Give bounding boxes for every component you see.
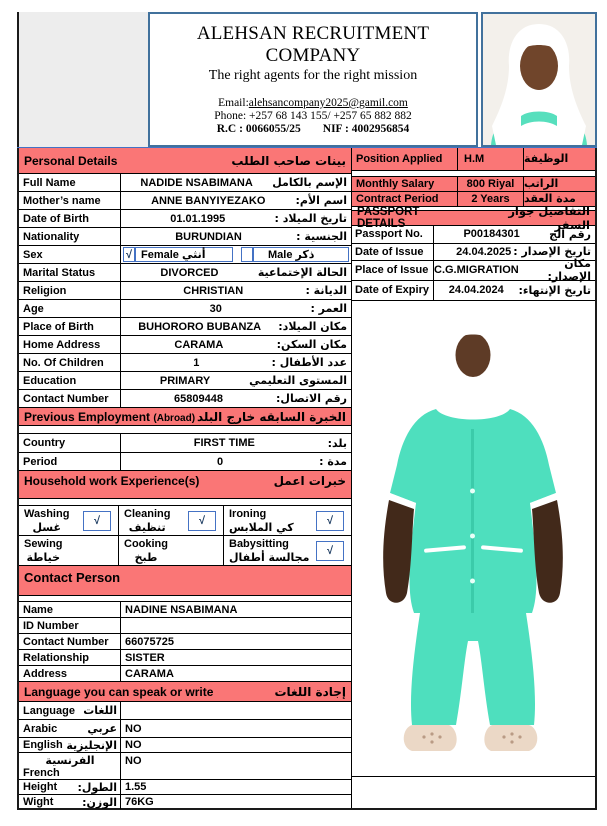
bottom-empty-box bbox=[352, 777, 595, 808]
table-row bbox=[19, 602, 351, 618]
field-value: 1 bbox=[193, 356, 200, 369]
section-title-ar: بينات صاحب الطلب bbox=[231, 153, 346, 168]
section-title-en: Contact Person bbox=[24, 570, 121, 585]
left-column bbox=[17, 148, 352, 808]
field-label-arabic: الراتب bbox=[524, 177, 559, 191]
field-label bbox=[19, 795, 121, 809]
male-label: Male bbox=[268, 248, 293, 261]
field-value: 01.01.1995 bbox=[170, 212, 226, 225]
household-skill-washing bbox=[19, 506, 119, 535]
field-label-arabic: تاريخ الإصدار : bbox=[513, 245, 591, 259]
field-label: Sex bbox=[19, 246, 121, 263]
field-value: NO bbox=[125, 739, 142, 751]
section-title-ar: إجادة اللغات bbox=[274, 684, 346, 699]
field-label: Position Applied bbox=[352, 148, 458, 170]
portrait-illustration bbox=[483, 14, 595, 145]
skill-label-arabic: كي الملابس bbox=[229, 520, 294, 534]
table-row bbox=[19, 354, 351, 372]
sex-options bbox=[121, 246, 351, 263]
table-row bbox=[19, 210, 351, 228]
skill-label: Babysitting bbox=[229, 537, 289, 550]
title-main: Previous Employment bbox=[24, 409, 151, 424]
nif-number: NIF : 4002956854 bbox=[322, 123, 410, 135]
field-label: Education bbox=[19, 372, 121, 389]
household-skills-row bbox=[19, 536, 351, 566]
field-label: Monthly Salary bbox=[352, 177, 458, 191]
field-label bbox=[19, 780, 121, 794]
section-title-en: Household work Experience(s) bbox=[24, 474, 200, 488]
title-suffix: (Abroad) bbox=[153, 412, 196, 424]
field-label: Place of Issue bbox=[352, 261, 434, 280]
field-label: Place of Birth bbox=[19, 318, 121, 335]
field-value: 65809448 bbox=[174, 392, 223, 405]
field-value: NO bbox=[125, 755, 142, 767]
skill-label-arabic: مجالسة أطفال bbox=[229, 550, 310, 564]
field-value: 66075725 bbox=[125, 635, 174, 648]
skill-label: Washing bbox=[24, 507, 70, 520]
skill-label: Cleaning bbox=[124, 507, 171, 520]
field-value: 0 bbox=[216, 455, 224, 468]
table-row bbox=[19, 650, 351, 666]
section-header-contact-person bbox=[19, 566, 351, 596]
female-checkbox[interactable]: √ bbox=[123, 247, 135, 262]
section-header-personal-details bbox=[19, 148, 351, 174]
field-label-arabic: الديانة : bbox=[305, 284, 347, 297]
field-label: Date of Issue bbox=[352, 244, 434, 260]
section-title-ar: الخبرة السابقه خارج البلد bbox=[196, 409, 346, 424]
company-tagline: The right agents for the right mission bbox=[208, 68, 418, 83]
field-label: Contract Period bbox=[352, 192, 458, 206]
female-label-arabic: أنثي bbox=[181, 248, 206, 261]
table-row bbox=[19, 318, 351, 336]
section-header-passport-details bbox=[352, 203, 595, 232]
field-value: CARAMA bbox=[125, 667, 174, 680]
table-row bbox=[352, 281, 595, 301]
table-row bbox=[19, 192, 351, 210]
table-row bbox=[19, 795, 351, 809]
section-title-en: Language you can speak or write bbox=[24, 684, 214, 699]
company-phone: Phone: +257 68 143 155/ +257 65 882 882 bbox=[214, 110, 412, 122]
table-row bbox=[19, 720, 351, 738]
table-row bbox=[19, 300, 351, 318]
female-label: Female bbox=[141, 248, 179, 261]
email-link[interactable]: alehsancompany2025@gamil.com bbox=[248, 97, 408, 109]
spacer-row bbox=[19, 426, 351, 434]
field-label-arabic: العمر : bbox=[310, 302, 347, 315]
field-value: CHRISTIAN bbox=[183, 284, 244, 297]
section-title-en: Personal Details bbox=[24, 153, 118, 168]
field-label-arabic: تاريخ الإنتهاء: bbox=[518, 283, 591, 297]
field-value: 30 bbox=[209, 302, 222, 315]
field-value: NO bbox=[125, 722, 142, 735]
field-label-arabic: مكان الميلاد: bbox=[278, 320, 347, 333]
field-label: Date of Expiry bbox=[352, 281, 434, 300]
field-label: Period bbox=[19, 453, 121, 470]
field-label: Mother’s name bbox=[19, 192, 121, 209]
table-row bbox=[19, 434, 351, 453]
field-label: Contact Number bbox=[19, 634, 121, 649]
field-value: SISTER bbox=[125, 651, 165, 664]
table-row bbox=[19, 634, 351, 650]
company-registration bbox=[150, 123, 476, 135]
rc-number: R.C : 0066055/25 bbox=[216, 123, 301, 135]
field-value: FIRST TIME bbox=[193, 437, 255, 449]
language-label-arabic: الفرنسية bbox=[45, 754, 95, 767]
skill-label: Sewing bbox=[24, 537, 63, 550]
checkbox[interactable]: √ bbox=[316, 511, 344, 531]
field-label: Age bbox=[19, 300, 121, 317]
spacer-row bbox=[19, 499, 351, 506]
male-option bbox=[253, 247, 349, 262]
field-label-arabic: الحالة الإختماعية bbox=[257, 266, 347, 279]
section-header-household-work bbox=[19, 471, 351, 499]
applicant-full-body-photo bbox=[352, 301, 595, 777]
language-label: English bbox=[23, 739, 63, 751]
section-title-en bbox=[24, 410, 195, 424]
field-label-arabic: اسم الأم: bbox=[295, 194, 347, 207]
field-label-arabic: مدة العقد bbox=[524, 192, 576, 206]
field-label: No. Of Children bbox=[19, 354, 121, 371]
skill-label: Ironing bbox=[229, 507, 267, 520]
field-label-arabic: عدد الأطفال : bbox=[271, 356, 347, 369]
field-value: PRIMARY bbox=[159, 374, 211, 387]
field-label-arabic: مكان الإصدار: bbox=[547, 257, 591, 284]
male-checkbox[interactable] bbox=[241, 247, 253, 262]
checkbox[interactable]: √ bbox=[188, 511, 216, 531]
field-label: Marital Status bbox=[19, 264, 121, 281]
field-label: Nationality bbox=[19, 228, 121, 245]
table-row bbox=[19, 738, 351, 753]
male-label-arabic: ذكر bbox=[295, 248, 315, 261]
field-label: Passport No. bbox=[352, 226, 434, 243]
field-label: Name bbox=[19, 602, 121, 617]
household-skill-ironing bbox=[224, 506, 351, 535]
field-label-arabic: مدة : bbox=[319, 455, 347, 468]
field-label: Address bbox=[19, 666, 121, 681]
table-row-sex bbox=[19, 246, 351, 264]
field-label-arabic: مكان السكن: bbox=[276, 338, 347, 351]
field-value: 800 Riyal bbox=[458, 177, 524, 191]
field-value: 24.04.2025 bbox=[456, 245, 512, 258]
field-value: BURUNDIAN bbox=[175, 230, 242, 243]
field-value: NADIDE NSABIMANA bbox=[140, 176, 253, 189]
field-label: Date of Birth bbox=[19, 210, 121, 227]
email-label: Email: bbox=[218, 97, 249, 109]
household-skill-cleaning bbox=[119, 506, 224, 535]
language-label: Language bbox=[23, 704, 75, 717]
skill-label: Cooking bbox=[124, 537, 168, 550]
field-label-arabic: رقم الج bbox=[549, 227, 591, 241]
field-value: ANNE BANYIYEZAKO bbox=[151, 194, 266, 207]
field-value: 1.55 bbox=[125, 781, 147, 793]
table-row bbox=[19, 780, 351, 795]
skill-label-arabic: تنظيف bbox=[128, 520, 166, 534]
field-label-arabic: المستوى التعليمي bbox=[249, 374, 347, 387]
skill-label-arabic: طبخ bbox=[134, 550, 158, 564]
field-label: Country bbox=[19, 434, 121, 452]
checkbox[interactable]: √ bbox=[83, 511, 111, 531]
height-label: Height bbox=[23, 781, 58, 793]
household-skill-sewing bbox=[19, 536, 119, 565]
field-label-arabic: تاريخ الميلاد : bbox=[274, 212, 347, 225]
field-label: Home Address bbox=[19, 336, 121, 353]
table-row bbox=[19, 753, 351, 780]
company-header bbox=[148, 12, 478, 147]
field-label bbox=[19, 720, 121, 737]
field-value: NADINE NSABIMANA bbox=[125, 603, 238, 616]
form-body bbox=[17, 147, 597, 810]
table-row bbox=[19, 666, 351, 682]
skill-label-arabic: خياطة bbox=[26, 550, 61, 564]
language-label-arabic: الإنجليزية bbox=[66, 738, 117, 752]
full-body-illustration bbox=[352, 301, 595, 777]
field-label-arabic: الإسم بالكامل bbox=[272, 176, 347, 189]
female-option bbox=[135, 247, 233, 262]
company-email-line bbox=[150, 97, 476, 109]
language-label: Arabic bbox=[23, 722, 58, 735]
field-label bbox=[19, 738, 121, 752]
field-value: C.G.MIGRATION bbox=[434, 264, 519, 277]
household-skill-babysitting bbox=[224, 536, 351, 565]
language-label: French bbox=[23, 767, 60, 779]
field-label bbox=[19, 753, 121, 779]
table-row bbox=[19, 264, 351, 282]
language-label-arabic: عربي bbox=[87, 722, 117, 735]
table-row bbox=[19, 372, 351, 390]
language-label-arabic: اللغات bbox=[83, 704, 117, 717]
field-label-arabic: الوظيفة bbox=[524, 152, 569, 166]
top-left-gray-panel bbox=[17, 12, 148, 147]
field-label: Contact Number bbox=[19, 390, 121, 407]
field-value: P00184301 bbox=[463, 228, 520, 241]
spacer bbox=[233, 247, 241, 262]
field-label-arabic: بلد: bbox=[327, 436, 347, 450]
company-name: ALEHSAN RECRUITMENT COMPANY bbox=[196, 23, 430, 66]
applicant-portrait-photo bbox=[481, 12, 597, 147]
field-label-arabic: رقم الاتصال: bbox=[276, 392, 347, 405]
table-row bbox=[352, 226, 595, 244]
field-value: H.M bbox=[458, 148, 524, 170]
table-row bbox=[352, 257, 595, 284]
field-label bbox=[19, 702, 121, 719]
section-header-languages bbox=[19, 682, 351, 702]
household-skills-row bbox=[19, 506, 351, 536]
table-row bbox=[19, 453, 351, 471]
right-column bbox=[352, 148, 597, 808]
field-value: DIVORCED bbox=[160, 266, 219, 279]
field-label: Religion bbox=[19, 282, 121, 299]
table-row bbox=[19, 282, 351, 300]
section-header-previous-employment bbox=[19, 408, 351, 426]
table-row bbox=[19, 390, 351, 408]
field-label: ID Number bbox=[19, 618, 121, 633]
section-title-ar: التفاصيل جواز السفر bbox=[508, 203, 590, 232]
section-title-ar: خبرات اعمل bbox=[273, 474, 346, 488]
field-label-arabic: الجنسية : bbox=[296, 230, 347, 243]
field-value: BUHORORO BUBANZA bbox=[138, 320, 262, 333]
monthly-salary-row bbox=[352, 177, 595, 192]
table-row bbox=[19, 618, 351, 634]
field-label: Full Name bbox=[19, 174, 121, 191]
checkbox[interactable]: √ bbox=[316, 541, 344, 561]
field-value: 76KG bbox=[125, 796, 154, 808]
section-title-en: PASSPORT DETAILS bbox=[357, 205, 420, 230]
weight-label-arabic: الوزن: bbox=[82, 795, 117, 809]
field-label: Relationship bbox=[19, 650, 121, 665]
table-row bbox=[19, 702, 351, 720]
field-value: 24.04.2024 bbox=[448, 284, 504, 297]
skill-label-arabic: غسل bbox=[32, 520, 61, 534]
field-value: CARAMA bbox=[174, 338, 224, 351]
table-row bbox=[19, 336, 351, 354]
table-row bbox=[19, 228, 351, 246]
height-label-arabic: الطول: bbox=[77, 780, 117, 794]
weight-label: Wight bbox=[23, 796, 54, 808]
table-row bbox=[19, 174, 351, 192]
field-value: 2 Years bbox=[458, 192, 524, 206]
household-skill-cooking bbox=[119, 536, 224, 565]
position-applied-row bbox=[352, 148, 595, 171]
